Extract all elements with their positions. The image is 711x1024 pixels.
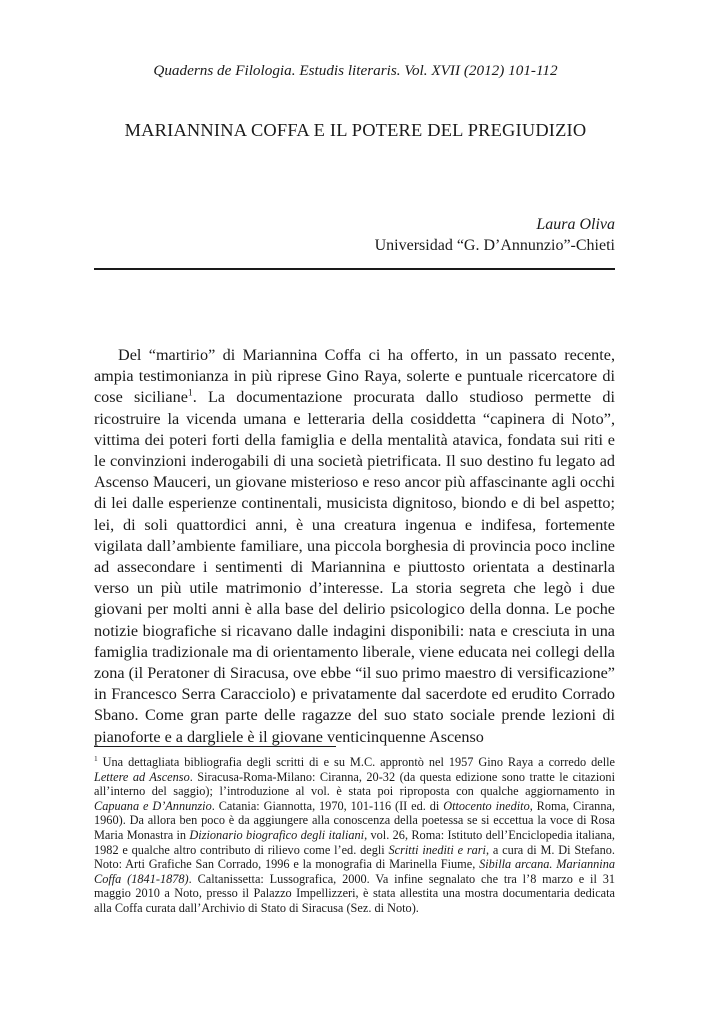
footnote-title-italic: Scritti inediti e rari — [388, 842, 486, 857]
footnote-title-italic: Ottocento inedito — [443, 798, 530, 813]
footnote-text-part: , a cura di M. Di Stefano. Noto: Arti Grafiche San Corrado, 1996 e la monografia di Marinella Fiume, — [94, 842, 615, 872]
footnote-text-part: . Caltanissetta: Lussografica, 2000. Va infine segnalato che tra l’8 marzo e il 31 maggio 2010 a Noto, presso il Palazzo Impellizzeri, è stata allestita una mostra documentaria dedicata alla Coffa curata dall’Archivio di Stato di Siracusa (Sez. di Noto). — [94, 871, 616, 915]
footnote-text-part: , vol. 26, Roma: Istituto dell’Enciclopedia italiana, 1982 e qualche altro contributo di rilievo come l’ed. degli — [94, 827, 616, 857]
body-paragraph — [94, 345, 615, 748]
footnote-text-part: . Siracusa-Roma-Milano: Ciranna, 20-32 (da questa edizione sono tratte le citazioni all’interno del saggio); l’introduzione al vol. è stata poi riproposta con qualche aggiornamento in — [94, 769, 615, 799]
paragraph-text-end: . La documentazione procurata dallo studioso permette di ricostruire la vicenda umana e letteraria della cosiddetta “capinera di Noto”, vittima dei poteri forti della famiglia e della mentalità atavica, fondata sui riti e le convinzioni inderogabili di una società pietrificata. Il suo destino fu legato ad Ascenso Mauceri, un giovane misterioso e reso ancor più affascinante agli occhi di lei dalle esperienze continentali, musicista dignitoso, biondo e di bel aspetto; lei, di soli quattordici anni, è una creatura ingenua e indifesa, fortemente vigilata dall’ambiente familiare, una piccola borghesia di provincia poco incline ad assecondare i sentimenti di Mariannina e piuttosto orientata a destinarla verso un più utile matrimonio d’interesse. La storia segreta che legò i due giovani per molti anni è alla base del delirio psicologico della donna. Le poche notizie biografiche si ricavano dalle indagini disponibili: nata e cresciuta in una famiglia tradizionale ma di orientamento liberale, viene educata nei collegi della zona (il Peratoner di Siracusa, ove ebbe “il suo primo maestro di versificazione” in Francesco Serra Caracciolo) e privatamente dal sacerdote ed erudito Corrado Sbano. Come gran parte delle ragazze del suo stato sociale prende lezioni di pianoforte e a dargliele è il giovane venticinquenne Ascenso — [94, 388, 616, 746]
footnote-text — [94, 755, 615, 916]
footnote-text-part: Una dettagliata bibliografia degli scritti di e su M.C. approntò nel 1957 Gino Raya a corredo delle — [97, 755, 615, 769]
footnote-number: 1 — [94, 753, 98, 763]
author-name: Laura Oliva — [536, 216, 615, 233]
footnote — [94, 755, 615, 916]
footnote-title-italic: Dizionario biografico degli italiani — [189, 827, 365, 842]
footnote-title-italic: Sibilla arcana. Mariannina Coffa (1841-1878) — [94, 857, 616, 886]
paragraph-text-start: Del “martirio” di Mariannina Coffa ci ha offerto, in un passato recente, ampia testimonianza in più riprese Gino Raya, solerte e puntuale ricercatore di cose siciliane — [94, 346, 615, 407]
footnote-text-part: . Catania: Giannotta, 1970, 101-116 (II ed. di — [211, 798, 444, 813]
footnote-divider — [94, 746, 336, 747]
author-block — [375, 214, 615, 256]
title-divider — [94, 268, 615, 270]
running-header: Quaderns de Filologia. Estudis literaris. Vol. XVII (2012) 101-112 — [153, 62, 558, 79]
footnote-text-part: , Roma, Ciranna, 1960). Da allora ben poco è da aggiungere alla conoscenza della poetessa se si eccettua la voce di Rosa Maria Monastra in — [94, 798, 616, 842]
footnote-title-italic: Lettere ad Ascenso — [94, 769, 190, 784]
author-affiliation: Universidad “G. D’Annunzio”-Chieti — [374, 237, 615, 254]
article-title: MARIANNINA COFFA E IL POTERE DEL PREGIUDIZIO — [124, 120, 587, 140]
footnote-reference[interactable]: 1 — [187, 388, 193, 400]
body-text — [94, 345, 615, 748]
footnote-title-italic: Capuana e D’Annunzio — [94, 798, 212, 813]
